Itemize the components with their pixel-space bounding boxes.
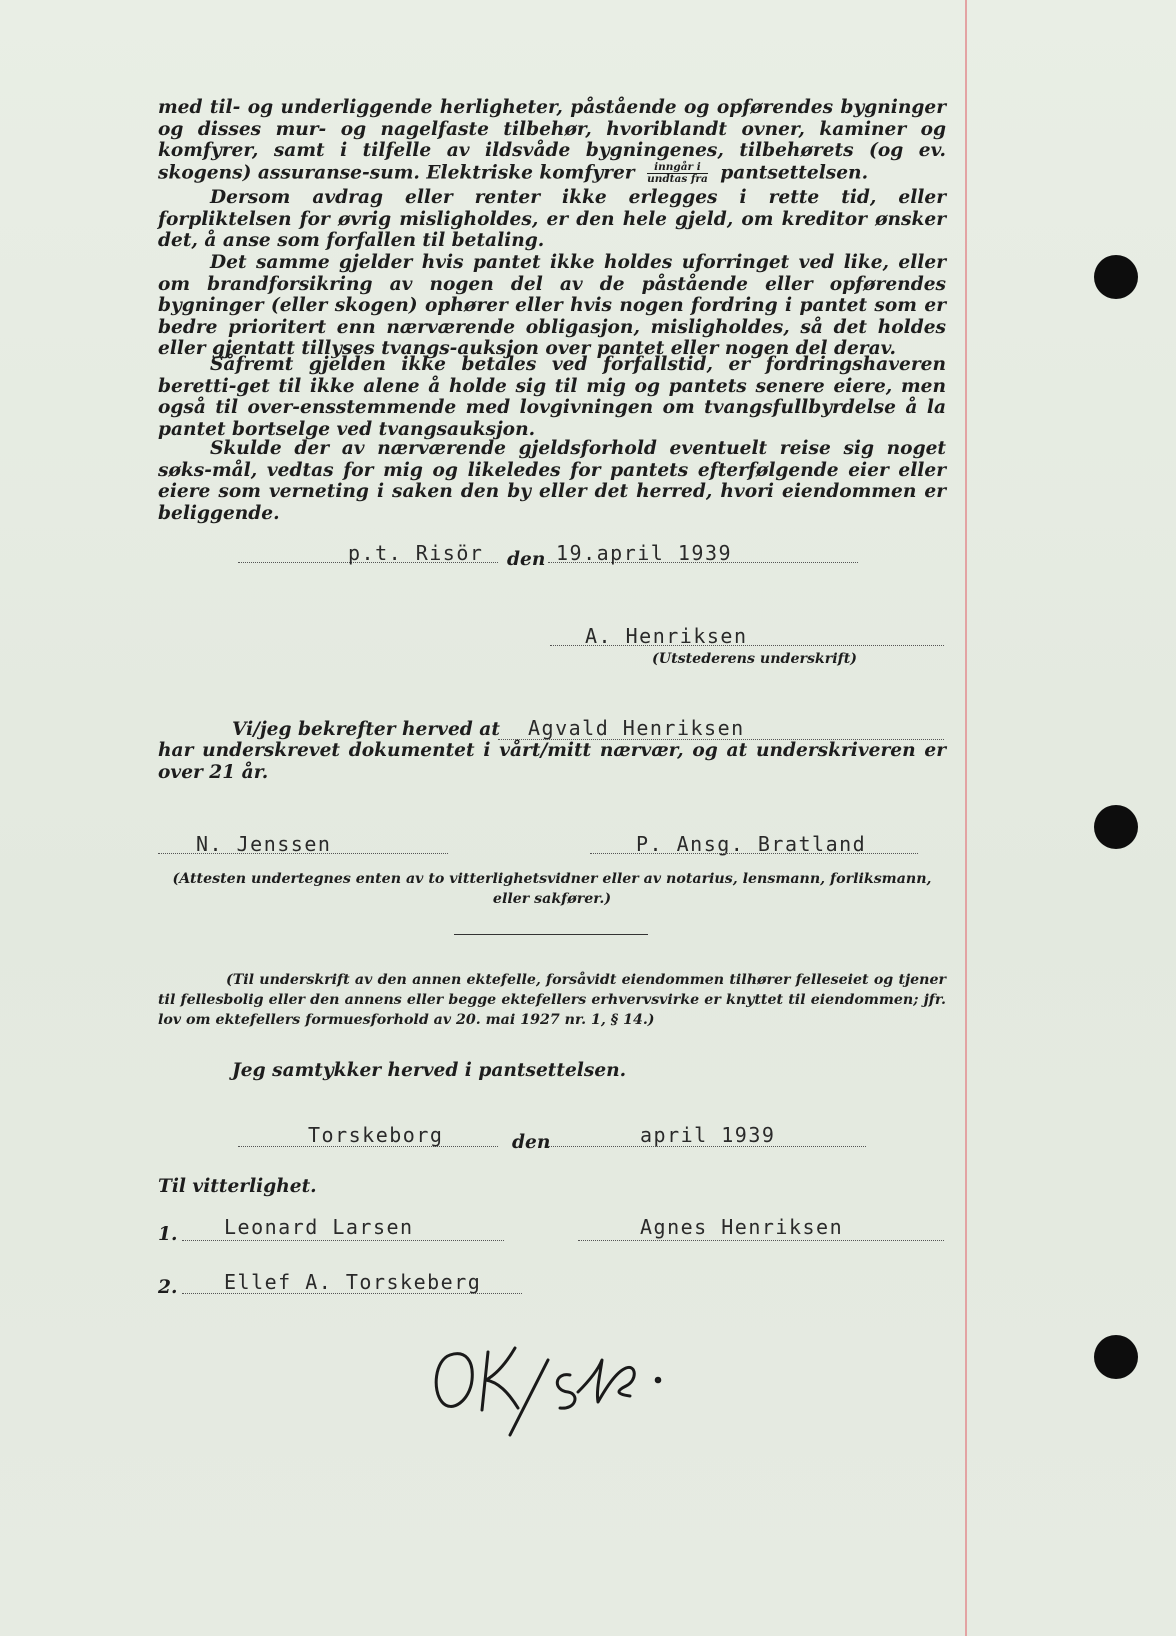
issuer-caption: (Utstederens underskrift) xyxy=(652,651,857,667)
spouse-consent: Jeg samtykker herved i pantsettelsen. xyxy=(232,1060,627,1081)
witness-1-name: N. Jenssen xyxy=(196,832,332,856)
separator-line xyxy=(454,934,648,935)
paragraph-jurisdiction-clause: Skulde der av nærværende gjeldsforhold eventuelt reise sig noget søks-mål, vedtas for mig og likeledes for pantets efterfølgende eier eller eiere som verneting i saken den by eller det herred, hvori eiendommen er beliggende. xyxy=(158,438,946,524)
spouse-witness-2-line xyxy=(182,1293,522,1294)
paragraph-default-clause: Dersom avdrag eller renter ikke erlegges i rette tid, eller forpliktelsen for øvrig misligholdes, er den hele gjeld, om kreditor ønsker det, å anse som forfallen til betaling. xyxy=(158,187,946,251)
red-margin-line xyxy=(965,0,967,1636)
issue-place: p.t. Risör xyxy=(348,541,484,565)
fraction-inngar-undtas xyxy=(647,162,708,185)
witness-2-name: P. Ansg. Bratland xyxy=(636,832,867,856)
paragraph-text: pantsettelsen. xyxy=(720,162,869,183)
paragraph-property-clause xyxy=(158,97,946,185)
confirmed-person: Agvald Henriksen xyxy=(528,716,745,740)
issue-date: 19.april 1939 xyxy=(556,541,733,565)
witness-number-1: 1. xyxy=(158,1224,178,1245)
paragraph-insurance-clause: Det samme gjelder hvis pantet ikke holdes uforringet ved like, eller om brandforsikring av nogen del av de påstående eller opførendes bygninger (eller skogen) ophører eller hvis nogen fordring i pantet som er bedre prioritert enn nærværende obligasjon, misligholdes, så det holdes eller gjentatt tillyses tvangs-auksjon over pantet eller nogen del derav. xyxy=(158,252,946,359)
spouse-place: Torskeborg xyxy=(308,1123,444,1147)
den-label: den xyxy=(507,549,546,570)
punch-hole xyxy=(1094,1335,1138,1379)
issuer-signature-line xyxy=(550,645,944,646)
spouse-witness-2: Ellef A. Torskeberg xyxy=(224,1270,482,1294)
witness-1-line xyxy=(158,853,448,854)
issuer-name: A. Henriksen xyxy=(585,624,748,648)
witness-number-2: 2. xyxy=(158,1277,178,1298)
witness-2-line xyxy=(590,853,918,854)
confirmation-text: har underskrevet dokumentet i vårt/mitt nærvær, og at underskriveren er over 21 år. xyxy=(158,740,946,783)
witness-heading: Til vitterlighet. xyxy=(158,1176,317,1197)
fraction-bottom: undtas fra xyxy=(647,172,708,185)
spouse-signature-line xyxy=(578,1240,944,1241)
confirmation-label: Vi/jeg bekrefter herved at xyxy=(232,719,500,740)
fraction-top: inngår i xyxy=(647,162,708,174)
paragraph-text: med til- og underliggende herligheter, påstående og opførendes bygninger og disses mur- og nagelfaste tilbehør, hvoriblandt ovner, kaminer og komfyrer, samt i tilfelle av ildsvåde bygningenes, tilbehørets (og ev. skogens) assuranse-sum. Elektriske komfyrer xyxy=(158,97,946,183)
spouse-note: (Til underskrift av den annen ektefelle, forsåvidt eiendommen tilhører felleseiet og tjener til fellesbolig eller den annens eller begge ektefellers erhvervsvirke er knyttet til eiendommen; jfr. lov om ektefellers formuesforhold av 20. mai 1927 nr. 1, § 14.) xyxy=(158,972,946,1028)
spouse-signature: Agnes Henriksen xyxy=(640,1215,844,1239)
spouse-date: april 1939 xyxy=(640,1123,776,1147)
handwritten-ok-mark xyxy=(430,1330,730,1440)
spouse-witness-1: Leonard Larsen xyxy=(224,1215,414,1239)
den-label: den xyxy=(512,1132,551,1153)
punch-hole xyxy=(1094,255,1138,299)
paragraph-auction-clause: Såfremt gjelden ikke betales ved forfallstid, er fordringshaveren beretti-get til ikke alene å holde sig til mig og pantets senere eiere, men også til over-ensstemmende med lovgivningen om tvangsfullbyrdelse å la pantet bortselge ved tvangsauksjon. xyxy=(158,354,946,440)
punch-hole xyxy=(1094,805,1138,849)
spouse-witness-1-line xyxy=(182,1240,504,1241)
witness-caption: (Attesten undertegnes enten av to vitterlighetsvidner eller av notarius, lensmann, forliksmann, eller sakfører.) xyxy=(172,871,932,907)
